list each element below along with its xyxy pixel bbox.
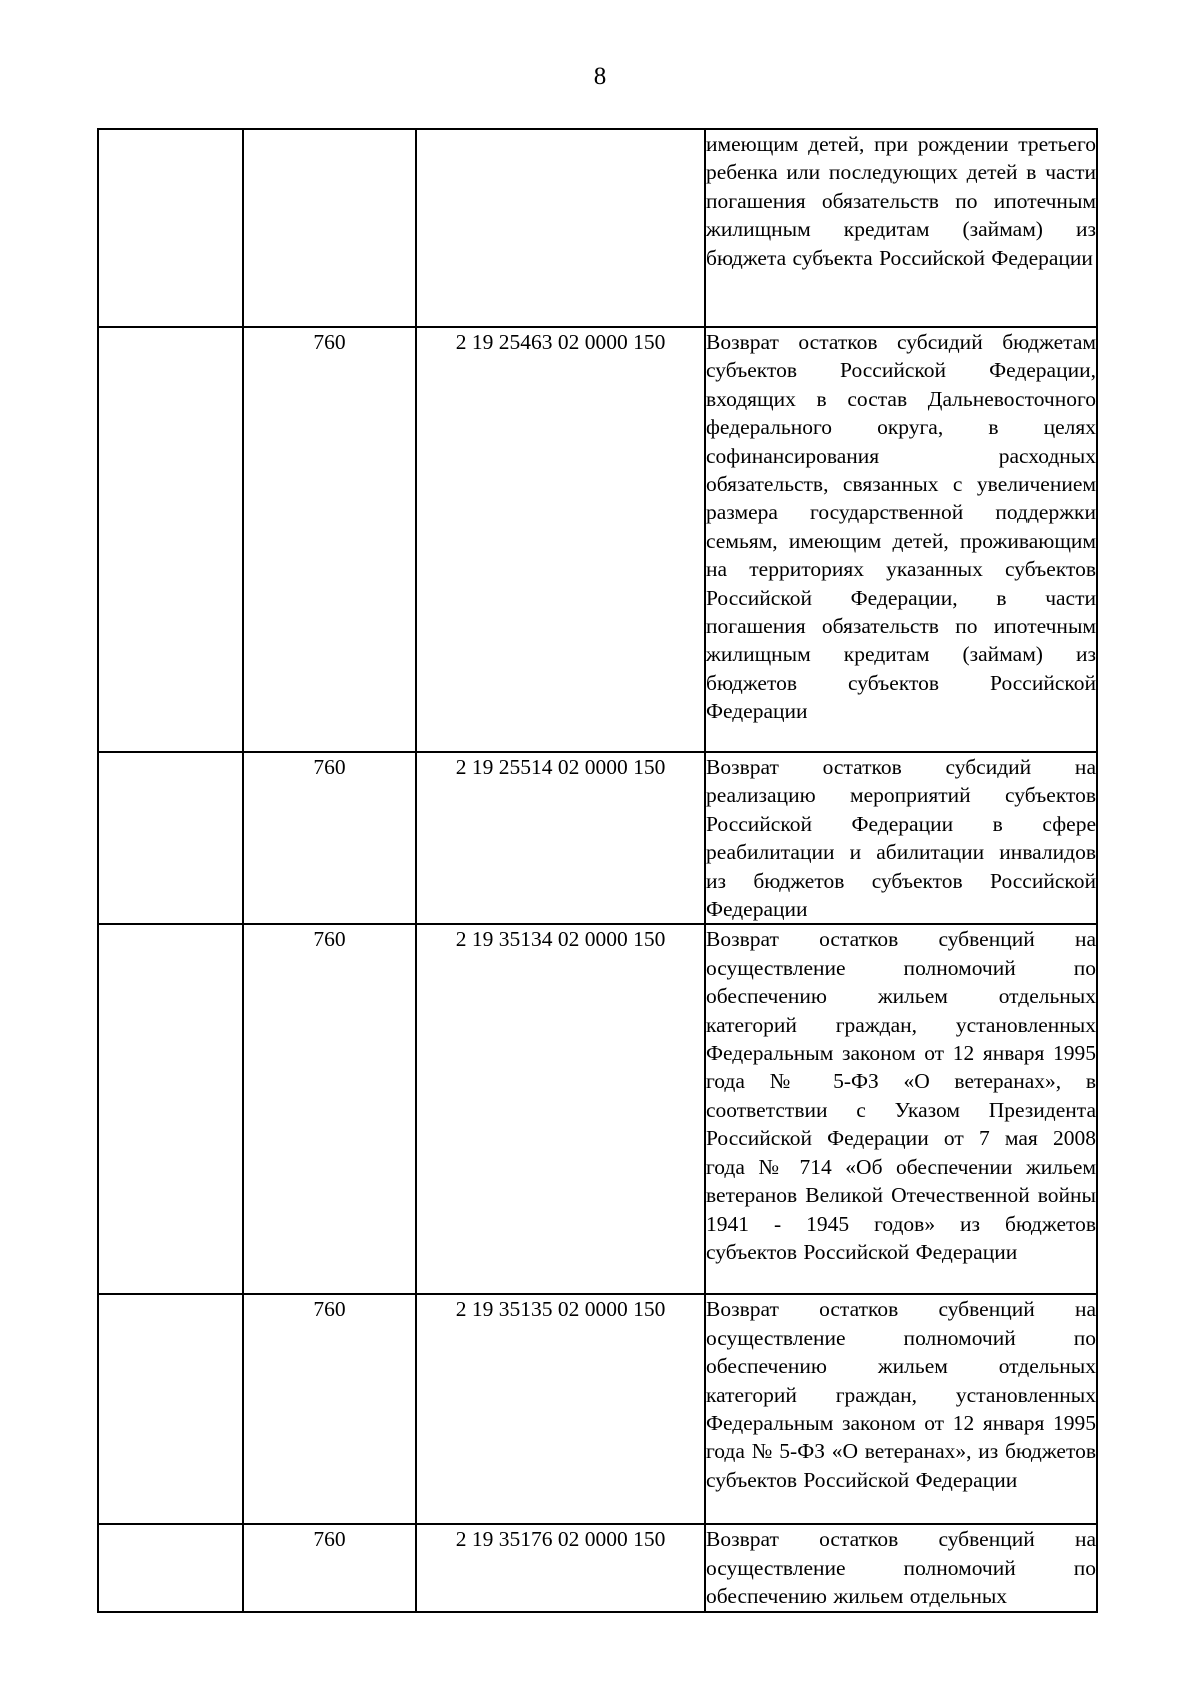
table-row	[98, 924, 1097, 1294]
description-cell	[705, 129, 1097, 327]
budget-codes-table	[97, 128, 1098, 1613]
empty-cell	[98, 1524, 243, 1611]
kbk-code-cell: 2 19 35135 02 0000 150	[416, 1294, 705, 1524]
table-row	[98, 752, 1097, 924]
empty-cell	[98, 327, 243, 752]
admin-code-cell	[243, 129, 416, 327]
description-text: Возврат остатков субсидий бюджетам субъектов Российской Федерации, входящих в состав Дальневосточного федерального округа, в целях софинансирования расходных обязательств, связанных с увеличением размера государственной поддержки семьям, имеющим детей, проживающим на территориях указанных субъектов Российской Федерации, в части погашения обязательств по ипотечным жилищным кредитам (займам) из бюджетов субъектов Российской Федерации	[706, 330, 1096, 724]
admin-code-cell: 760	[243, 752, 416, 924]
kbk-code-cell: 2 19 25514 02 0000 150	[416, 752, 705, 924]
kbk-code-cell: 2 19 25463 02 0000 150	[416, 327, 705, 752]
description-cell	[705, 752, 1097, 924]
description-text: Возврат остатков субсидий на реализацию мероприятий субъектов Российской Федерации в сфере реабилитации и абилитации инвалидов из бюджетов субъектов Российской Федерации	[706, 755, 1096, 922]
table-row	[98, 1294, 1097, 1524]
description-text: Возврат остатков субвенций на осуществление полномочий по обеспечению жильем отдельных	[706, 1527, 1096, 1609]
kbk-code-cell	[416, 129, 705, 327]
empty-cell	[98, 1294, 243, 1524]
admin-code-cell: 760	[243, 327, 416, 752]
admin-code-cell: 760	[243, 1524, 416, 1611]
kbk-code-cell: 2 19 35176 02 0000 150	[416, 1524, 705, 1611]
description-text: имеющим детей, при рождении третьего ребенка или последующих детей в части погашения обязательств по ипотечным жилищным кредитам (займам) из бюджета субъекта Российской Федерации	[706, 132, 1096, 270]
table-row	[98, 1524, 1097, 1611]
admin-code-cell: 760	[243, 1294, 416, 1524]
description-text: Возврат остатков субвенций на осуществление полномочий по обеспечению жильем отдельных категорий граждан, установленных Федеральным законом от 12 января 1995 года № 5-ФЗ «О ветеранах», из бюджетов субъектов Российской Федерации	[706, 1297, 1096, 1492]
empty-cell	[98, 924, 243, 1294]
description-cell	[705, 1524, 1097, 1611]
description-text: Возврат остатков субвенций на осуществление полномочий по обеспечению жильем отдельных категорий граждан, установленных Федеральным законом от 12 января 1995 года № 5-ФЗ «О ветеранах», в соответствии с Указом Президента Российской Федерации от 7 мая 2008 года № 714 «Об обеспечении жильем ветеранов Великой Отечественной войны 1941 - 1945 годов» из бюджетов субъектов Российской Федерации	[706, 927, 1096, 1264]
empty-cell	[98, 752, 243, 924]
description-cell	[705, 924, 1097, 1294]
description-cell	[705, 327, 1097, 752]
page-number: 8	[593, 63, 607, 90]
table-row	[98, 327, 1097, 752]
description-cell	[705, 1294, 1097, 1524]
empty-cell	[98, 129, 243, 327]
admin-code-cell: 760	[243, 924, 416, 1294]
kbk-code-cell: 2 19 35134 02 0000 150	[416, 924, 705, 1294]
table-row	[98, 129, 1097, 327]
